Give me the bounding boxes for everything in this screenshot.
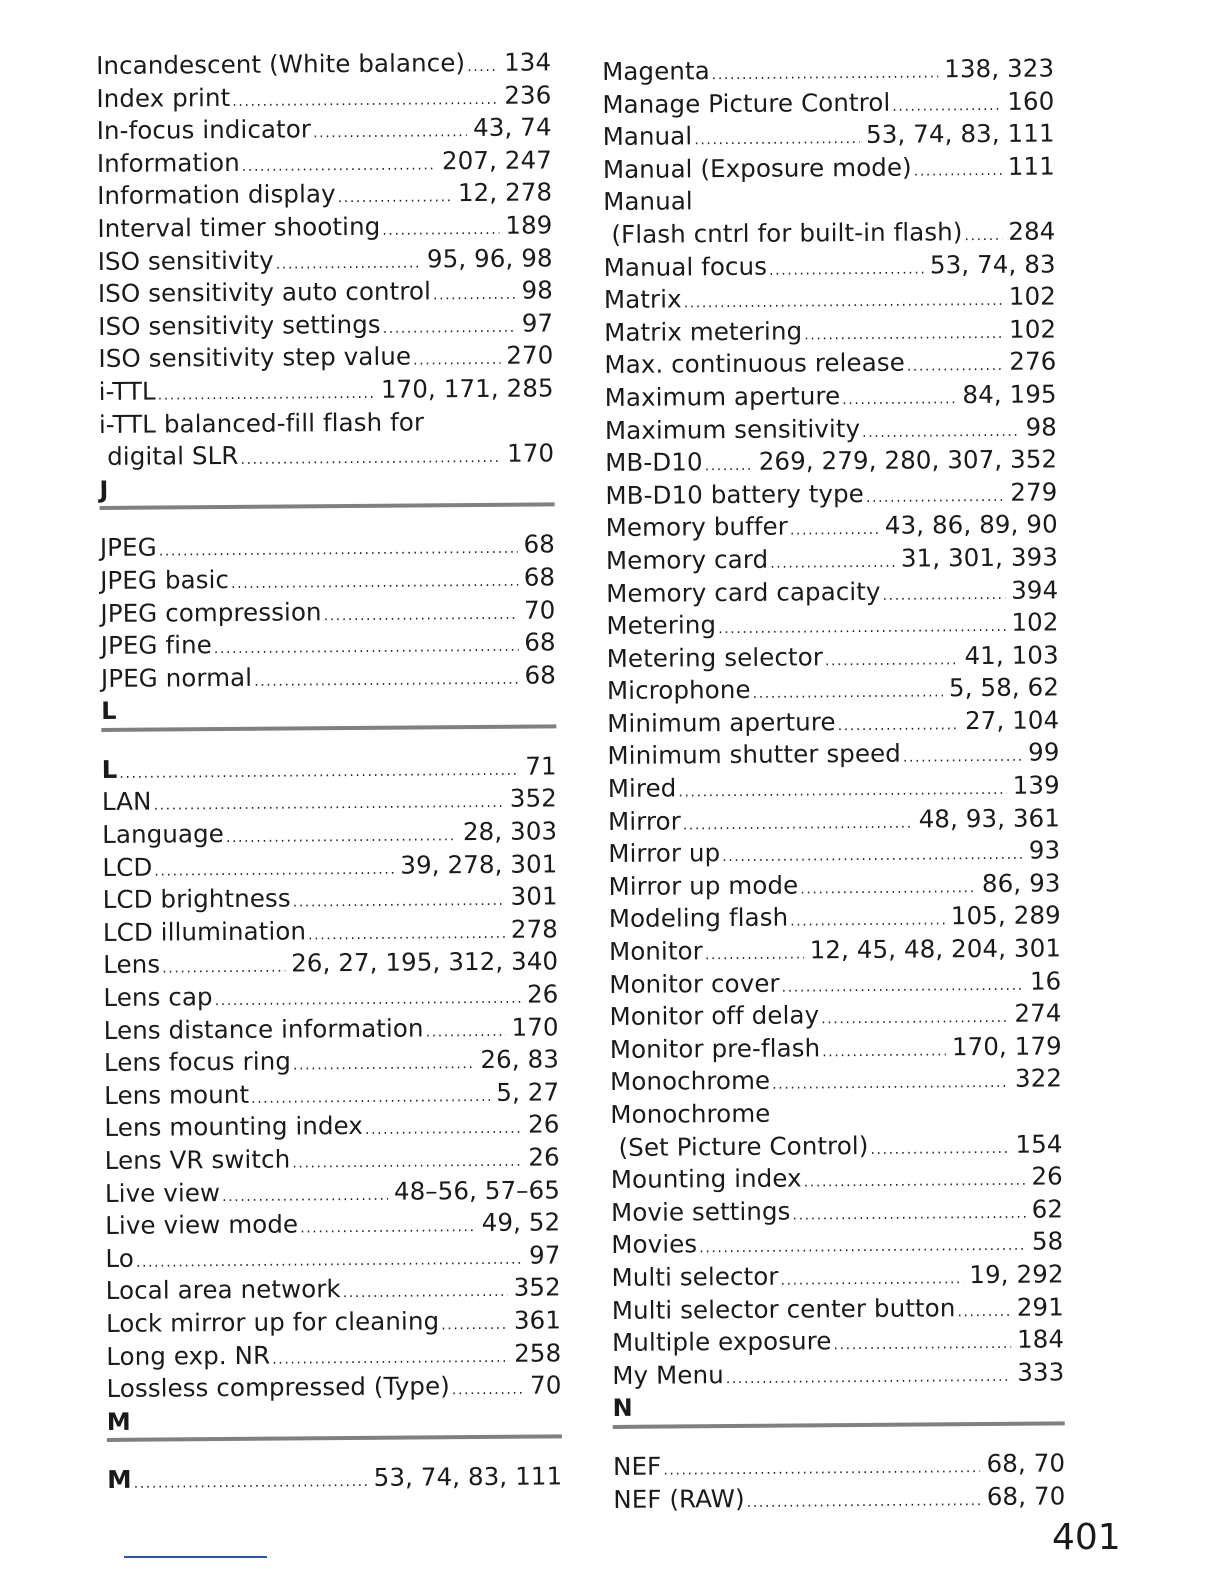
index-pages: 68, 70: [986, 1448, 1066, 1478]
index-term: Microphone: [606, 675, 751, 706]
index-pages: 97: [528, 1240, 561, 1270]
index-pages: 26: [1031, 1161, 1063, 1191]
index-entry: [103, 913, 558, 949]
index-term: Lens focus ring: [103, 1046, 292, 1078]
index-term: Maximum sensitivity: [604, 413, 861, 445]
index-entry: [607, 639, 1059, 675]
index-pages: 68: [524, 627, 556, 657]
index-entry: [613, 1447, 1065, 1483]
index-term: Mirror up: [608, 838, 721, 869]
index-term: ISO sensitivity auto control: [97, 276, 432, 309]
index-term: Mirror up mode: [608, 870, 799, 901]
page-number: 401: [1052, 1517, 1121, 1558]
index-term: Minimum aperture: [607, 707, 836, 738]
index-entry: [103, 978, 558, 1014]
index-term: Magenta: [602, 56, 710, 86]
leader-dots: [254, 663, 519, 698]
index-term: Memory card capacity: [606, 576, 881, 608]
index-pages: 269, 279, 280, 307, 352: [758, 444, 1058, 476]
index-term: i-TTL balanced-fill flash for: [98, 406, 425, 439]
index-entry: [104, 1109, 559, 1145]
index-pages: 12, 278: [457, 177, 553, 208]
leader-dots: [134, 1466, 368, 1500]
index-pages: 102: [1011, 607, 1059, 637]
index-entry: [609, 998, 1061, 1034]
index-term: My Menu: [612, 1359, 724, 1390]
leader-dots: [957, 1295, 1011, 1328]
index-entry: [608, 802, 1060, 838]
index-entry: [96, 46, 551, 82]
index-entry: [97, 112, 552, 148]
index-pages: 138, 323: [944, 53, 1055, 84]
index-term: Monochrome: [609, 1066, 771, 1097]
entry-group: [602, 52, 1055, 186]
index-pages: 352: [513, 1272, 561, 1303]
index-entry: [103, 946, 558, 982]
index-pages: 170: [511, 1012, 559, 1042]
index-entry: [607, 737, 1059, 773]
index-entry: [603, 215, 1055, 251]
index-pages: 68: [523, 529, 556, 559]
index-pages: 48–56, 57–65: [393, 1174, 561, 1206]
index-term: Language: [102, 819, 224, 850]
index-pages: 43, 86, 89, 90: [884, 509, 1058, 541]
leader-dots: [324, 598, 519, 632]
index-term: Mired: [607, 773, 677, 804]
index-pages: 93: [1028, 835, 1061, 865]
index-entry: [96, 79, 551, 115]
index-pages: 102: [1008, 281, 1057, 311]
index-entry: [613, 1480, 1065, 1516]
leader-dots: [214, 631, 519, 666]
index-pages: 301: [510, 881, 558, 912]
index-term: Minimum shutter speed: [607, 739, 902, 771]
index-pages: 53, 74, 83: [929, 249, 1056, 279]
index-entry: [606, 509, 1058, 545]
index-entry: [605, 476, 1057, 512]
entry-group: [613, 1447, 1065, 1516]
index-entry: [604, 346, 1056, 382]
index-pages: 70: [529, 1370, 562, 1400]
index-pages: 279: [1010, 477, 1058, 507]
leader-dots: [790, 514, 879, 547]
leader-dots: [804, 1165, 1026, 1199]
index-entry: [104, 1011, 559, 1047]
index-term: Local area network: [105, 1274, 341, 1306]
index-term: (Set Picture Control): [618, 1130, 869, 1162]
index-entry: [609, 932, 1061, 968]
index-term: Monitor pre-flash: [609, 1033, 821, 1064]
index-pages: 41, 103: [964, 640, 1059, 670]
index-pages: 5, 58, 62: [948, 672, 1060, 703]
leader-dots: [800, 872, 976, 906]
index-pages: 236: [504, 80, 552, 110]
index-entry: [99, 438, 554, 474]
index-term: i-TTL: [98, 376, 156, 406]
index-term: Memory buffer: [605, 511, 789, 543]
index-term: Live view: [104, 1177, 221, 1208]
index-entry: [611, 1258, 1063, 1294]
index-term: Mirror: [607, 806, 681, 836]
index-term: In-focus indicator: [96, 114, 312, 146]
index-entry: [97, 177, 552, 213]
index-pages: 352: [509, 783, 558, 814]
leader-dots: [433, 279, 516, 312]
index-pages: 102: [1008, 314, 1057, 344]
index-entry: [106, 1370, 561, 1406]
leader-dots: [747, 1485, 981, 1519]
index-entry: [103, 881, 558, 917]
index-term: Manual (Exposure mode): [602, 152, 912, 184]
index-entry: [612, 1356, 1064, 1392]
index-pages: 111: [1007, 151, 1055, 181]
index-pages: 98: [1025, 411, 1058, 442]
index-entry: [611, 1161, 1063, 1197]
leader-dots: [240, 442, 501, 477]
index-term: Lock mirror up for cleaning: [105, 1306, 440, 1338]
index-pages: 361: [513, 1305, 562, 1335]
index-pages: 291: [1016, 1291, 1064, 1322]
index-term: MB-D10 battery type: [605, 478, 865, 510]
index-entry: [611, 1193, 1063, 1229]
index-term: MB-D10: [605, 447, 703, 478]
index-entry: [610, 1063, 1062, 1099]
index-pages: 333: [1017, 1357, 1065, 1387]
leader-dots: [452, 1374, 525, 1407]
index-term: LCD: [102, 852, 153, 882]
index-pages: 274: [1014, 998, 1062, 1029]
index-pages: 134: [503, 47, 552, 77]
index-term: Movie settings: [610, 1196, 791, 1227]
index-pages: 19, 292: [969, 1259, 1064, 1290]
index-entry: [100, 561, 555, 597]
index-entry: [603, 150, 1055, 186]
index-entry: [602, 85, 1054, 121]
index-term: NEF: [612, 1451, 662, 1481]
index-pages: 26, 27, 195, 312, 340: [291, 946, 559, 978]
index-entry: [612, 1291, 1064, 1327]
index-pages: 71: [525, 751, 557, 781]
index-entry: [610, 1030, 1062, 1066]
index-term: JPEG compression: [100, 596, 322, 628]
index-entry: [608, 867, 1060, 903]
entry-group: [604, 248, 1063, 1099]
leader-dots: [769, 253, 924, 287]
index-term: Information: [96, 147, 240, 178]
index-term: Manual: [602, 121, 693, 152]
index-term: ISO sensitivity: [97, 245, 274, 276]
index-pages: 278: [510, 914, 559, 944]
index-column-right: [602, 52, 1065, 1516]
index-pages: 68: [523, 562, 556, 592]
index-entry: [608, 769, 1060, 805]
index-pages: 84, 195: [962, 379, 1057, 410]
section-heading-j: J: [99, 475, 109, 504]
section-heading-n: N: [612, 1394, 633, 1423]
index-term: LCD illumination: [102, 916, 307, 947]
index-pages: 53, 74, 83, 111: [373, 1461, 563, 1493]
index-pages: 16: [1029, 966, 1062, 996]
section-heading-m: M: [106, 1407, 131, 1436]
index-pages: 26: [526, 979, 559, 1009]
index-term: Lossless compressed (Type): [106, 1371, 450, 1404]
leader-dots: [882, 578, 1005, 612]
index-pages: 276: [1009, 346, 1057, 377]
index-pages: 48, 93, 361: [918, 803, 1061, 834]
index-pages: 322: [1014, 1063, 1063, 1094]
index-pages: 68, 70: [986, 1480, 1066, 1511]
index-entry: [105, 1174, 560, 1210]
index-entry: [606, 541, 1058, 577]
index-entry: [98, 307, 553, 343]
index-entry: [100, 594, 555, 630]
index-pages: 62: [1031, 1194, 1064, 1224]
index-entry: [107, 1461, 562, 1497]
index-entry: [106, 1304, 561, 1340]
index-pages: 105, 289: [950, 900, 1061, 931]
index-term: Multi selector: [611, 1261, 779, 1292]
index-term: JPEG normal: [100, 662, 253, 693]
index-term: Manage Picture Control: [602, 87, 891, 119]
index-pages: 31, 301, 393: [900, 542, 1059, 573]
leader-dots: [833, 1328, 1011, 1362]
index-entry: [604, 248, 1056, 284]
entry-group: [100, 529, 556, 696]
index-term: Lens mount: [104, 1079, 250, 1110]
index-term: Lens distance information: [103, 1013, 424, 1045]
index-pages: 49, 52: [481, 1207, 561, 1238]
index-pages: 207, 247: [441, 145, 552, 176]
leader-dots: [467, 51, 498, 84]
index-term: Matrix metering: [604, 316, 803, 347]
index-term: Live view mode: [105, 1209, 299, 1241]
index-pages: 26: [527, 1109, 560, 1140]
index-term: Long exp. NR: [106, 1340, 271, 1371]
index-term: ISO sensitivity settings: [98, 309, 381, 341]
index-term: Mounting index: [610, 1163, 802, 1195]
index-pages: 95, 96, 98: [426, 242, 553, 273]
index-entry: [101, 627, 556, 663]
index-term: Memory card: [605, 544, 769, 575]
leader-dots: [119, 755, 519, 791]
index-pages: 68: [524, 660, 557, 690]
index-entry: [609, 900, 1061, 936]
index-pages: 258: [514, 1337, 562, 1368]
index-entry: [100, 529, 555, 565]
index-term: JPEG fine: [100, 630, 212, 661]
index-entry: [105, 1207, 560, 1243]
index-term: L: [101, 754, 118, 784]
index-term: Lens cap: [103, 982, 213, 1013]
index-pages: 170, 179: [951, 1031, 1062, 1062]
index-entry: [606, 607, 1058, 643]
index-term: ISO sensitivity step value: [98, 341, 412, 374]
index-term: Metering: [606, 610, 717, 641]
leader-dots: [870, 1132, 1009, 1166]
index-term: Index print: [96, 82, 231, 113]
index-entry: [608, 835, 1060, 871]
index-pages: 99: [1027, 737, 1060, 768]
leader-dots: [792, 1197, 1025, 1231]
index-term: Multi selector center button: [611, 1292, 956, 1325]
index-entry: [605, 378, 1057, 414]
index-pages: 284: [1008, 216, 1056, 246]
index-term: Monochrome: [610, 1098, 771, 1129]
index-term: Multiple exposure: [611, 1326, 832, 1358]
leader-dots: [441, 1309, 508, 1342]
index-pages: 170: [506, 438, 555, 468]
leader-dots: [365, 1113, 522, 1147]
index-pages: 270: [506, 340, 554, 371]
leader-dots: [300, 1211, 476, 1245]
index-pages: 5, 27: [496, 1077, 560, 1107]
index-term: LAN: [101, 787, 152, 817]
index-pages: 27, 104: [964, 705, 1060, 736]
leader-dots: [903, 741, 1022, 775]
index-entry: [607, 704, 1059, 740]
index-entry: [605, 411, 1057, 447]
index-pages: 26: [528, 1142, 560, 1172]
index-term: Modeling flash: [608, 903, 789, 934]
index-pages: 26, 83: [480, 1044, 560, 1075]
index-entry: [102, 848, 557, 884]
index-pages: 39, 278, 301: [400, 849, 558, 880]
index-entry: [604, 281, 1056, 317]
leader-dots: [822, 1035, 946, 1069]
index-term: Monitor off delay: [609, 1000, 820, 1032]
index-entry: [603, 118, 1055, 154]
index-pages: 394: [1011, 574, 1059, 605]
index-term: (Flash cntrl for built-in flash): [611, 217, 963, 249]
index-term: Metering selector: [606, 641, 824, 673]
index-entry: [99, 405, 554, 441]
entry-group: [102, 783, 562, 1406]
index-entry: [101, 659, 556, 695]
index-entry: [603, 183, 1055, 219]
index-term: Information display: [97, 179, 336, 211]
index-entry: [105, 1141, 560, 1177]
index-term: Movies: [611, 1229, 698, 1260]
index-entry: [102, 750, 557, 786]
index-term: Lens mounting index: [104, 1111, 364, 1143]
index-entry: [610, 1128, 1062, 1164]
index-term: NEF (RAW): [613, 1483, 745, 1514]
index-entry: [98, 275, 553, 311]
index-entry: [609, 965, 1061, 1001]
leader-dots: [293, 885, 505, 919]
index-pages: 43, 74: [472, 112, 552, 143]
index-pages: 98: [521, 275, 554, 305]
index-entry: [605, 444, 1057, 480]
index-pages: 184: [1016, 1324, 1065, 1354]
index-pages: 70: [523, 594, 556, 625]
index-term: Manual focus: [603, 251, 768, 282]
index-entry: [105, 1239, 560, 1275]
index-term: Interval timer shooting: [97, 211, 381, 243]
index-entry: [98, 340, 553, 376]
index-entry: [99, 372, 554, 408]
index-entry: [98, 242, 553, 278]
entry-group: [611, 1161, 1065, 1393]
leader-dots: [726, 1361, 1012, 1396]
index-term: Manual: [603, 186, 693, 217]
index-term: Matrix: [603, 284, 682, 315]
index-pages: 53, 74, 83, 111: [865, 118, 1055, 150]
index-term: Lens: [103, 949, 161, 980]
index-entry: [97, 209, 552, 245]
index-term: M: [107, 1465, 132, 1495]
index-term: Monitor cover: [609, 968, 780, 999]
index-term: JPEG: [99, 532, 157, 563]
index-entry: [607, 672, 1059, 708]
index-pages: 12, 45, 48, 204, 301: [809, 933, 1062, 965]
leader-dots: [293, 1048, 475, 1082]
index-term: Incandescent (White balance): [96, 48, 466, 80]
footer-link-line[interactable]: [124, 1556, 267, 1558]
index-pages: 97: [521, 308, 554, 338]
index-pages: 189: [505, 210, 553, 240]
index-entry: [102, 815, 557, 851]
index-entry: [106, 1337, 561, 1373]
index-term: Lens VR switch: [104, 1144, 291, 1175]
index-entry: [602, 52, 1054, 88]
index-entry: [106, 1272, 561, 1308]
index-entry: [612, 1324, 1064, 1360]
index-pages: 86, 93: [981, 868, 1061, 898]
index-pages: 139: [1012, 770, 1060, 800]
index-pages: 28, 303: [462, 816, 558, 847]
index-term: JPEG basic: [100, 564, 230, 595]
index-pages: 58: [1031, 1226, 1064, 1257]
index-pages: 170, 171, 285: [380, 373, 554, 404]
index-pages: 154: [1015, 1129, 1063, 1159]
section-heading-l: L: [101, 697, 117, 726]
index-term: Maximum aperture: [604, 381, 841, 412]
leader-dots: [825, 644, 959, 678]
index-term: digital SLR: [107, 441, 239, 472]
index-entry: [610, 1095, 1062, 1131]
index-term: Monitor: [608, 936, 703, 967]
entry-group: [96, 46, 554, 408]
index-column-left: [96, 46, 562, 1496]
index-term: LCD brightness: [102, 883, 291, 915]
index-entry: [604, 313, 1056, 349]
index-entry: [104, 1076, 559, 1112]
index-pages: 160: [1007, 86, 1055, 116]
index-entry: [606, 574, 1058, 610]
index-term: Max. continuous release: [604, 347, 905, 380]
index-term: Lo: [105, 1243, 135, 1273]
index-entry: [97, 144, 552, 180]
index-entry: [611, 1226, 1063, 1262]
index-entry: [104, 1044, 559, 1080]
